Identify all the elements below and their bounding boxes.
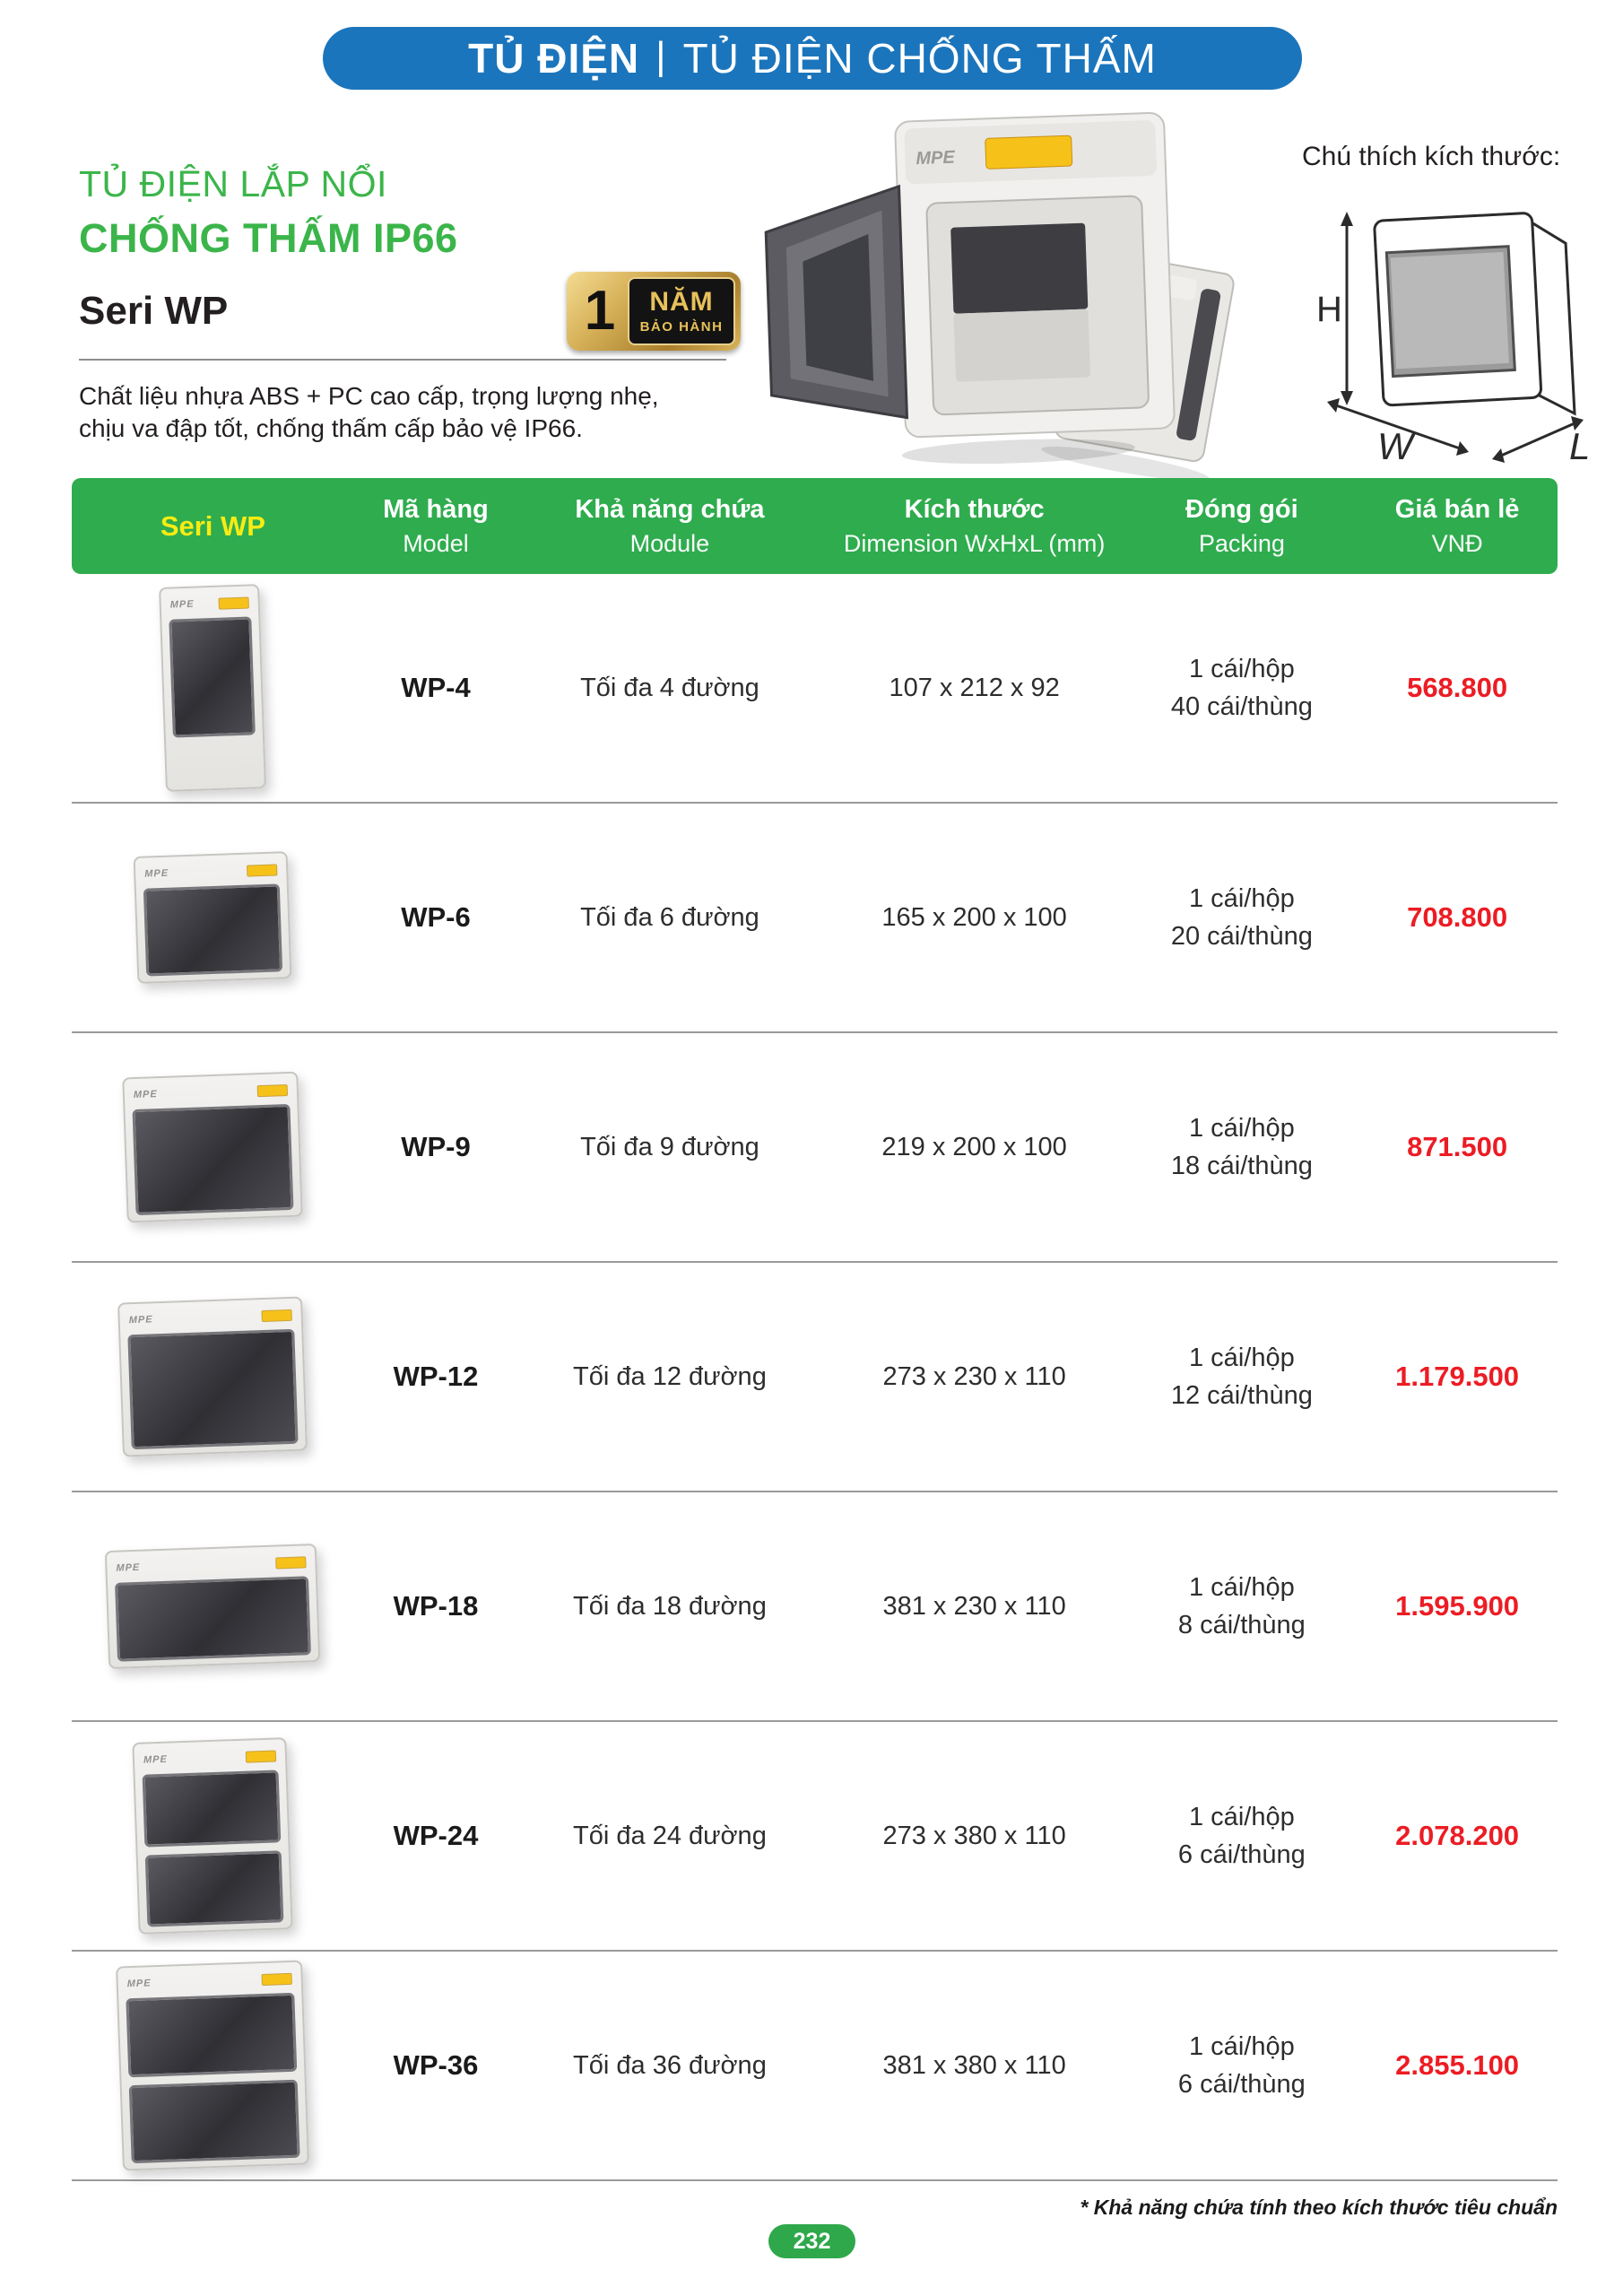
warning-sticker bbox=[262, 1309, 292, 1321]
model-cell: WP-18 bbox=[393, 1590, 479, 1622]
dimension-cell: 273 x 380 x 110 bbox=[882, 1821, 1066, 1850]
product-thumbnail bbox=[134, 851, 292, 984]
dimension-legend-title: Chú thích kích thước: bbox=[1302, 142, 1561, 171]
price-cell: 708.800 bbox=[1407, 901, 1508, 933]
brand-logo: MPE bbox=[144, 867, 169, 880]
product-thumbnail bbox=[159, 584, 266, 792]
product-title-line1: TỦ ĐIỆN LẮP NỔI bbox=[79, 163, 387, 204]
table-row bbox=[72, 804, 1558, 1033]
packing-box: 1 cái/hộp bbox=[1189, 883, 1295, 913]
dimension-cell: 165 x 200 x 100 bbox=[881, 902, 1067, 932]
module-cell: Tối đa 12 đường bbox=[573, 1361, 767, 1391]
cabinet-window bbox=[128, 1329, 299, 1449]
table-row bbox=[72, 1033, 1558, 1263]
price-cell: 871.500 bbox=[1407, 1131, 1508, 1162]
table-row bbox=[72, 574, 1558, 804]
header-divider bbox=[79, 359, 726, 361]
warning-sticker bbox=[246, 1750, 276, 1762]
packing-cell bbox=[1126, 1109, 1357, 1185]
packing-box: 1 cái/hộp bbox=[1189, 1343, 1295, 1372]
packing-box: 1 cái/hộp bbox=[1189, 1802, 1295, 1831]
packing-carton: 20 cái/thùng bbox=[1170, 922, 1313, 951]
brand-logo: MPE bbox=[134, 1089, 159, 1101]
brand-logo: MPE bbox=[126, 1978, 152, 1990]
packing-cell bbox=[1126, 650, 1357, 726]
cabinet-window bbox=[129, 2079, 300, 2163]
header-model-en: Model bbox=[403, 529, 469, 557]
packing-box: 1 cái/hộp bbox=[1189, 1113, 1295, 1143]
dimension-l-label: L bbox=[1569, 425, 1591, 466]
series-name: Seri WP bbox=[79, 289, 229, 333]
packing-carton: 18 cái/thùng bbox=[1170, 1152, 1313, 1180]
product-image-cell bbox=[72, 1740, 354, 1932]
header-price-vi: Giá bán lẻ bbox=[1394, 494, 1520, 524]
warranty-text-box bbox=[628, 277, 735, 345]
product-title-line2: CHỐNG THẤM IP66 bbox=[79, 215, 458, 261]
dimension-cell: 381 x 380 x 110 bbox=[882, 2050, 1066, 2080]
warranty-badge bbox=[567, 272, 741, 351]
price-cell: 1.595.900 bbox=[1395, 1590, 1520, 1622]
dimension-cell: 219 x 200 x 100 bbox=[881, 1132, 1067, 1161]
table-row bbox=[72, 1263, 1558, 1492]
price-cell: 2.855.100 bbox=[1395, 2049, 1520, 2081]
product-thumbnail bbox=[117, 1296, 308, 1457]
dimension-w-label: W bbox=[1377, 425, 1413, 466]
packing-cell bbox=[1126, 2028, 1357, 2103]
product-thumbnail bbox=[133, 1737, 293, 1935]
table-header-packing bbox=[1126, 495, 1357, 558]
product-image-cell bbox=[72, 1963, 354, 2168]
model-cell: WP-9 bbox=[401, 1131, 471, 1162]
cabinet-window bbox=[133, 1104, 294, 1215]
module-cell: Tối đa 18 đường bbox=[573, 1591, 767, 1621]
banner-category: TỦ ĐIỆN bbox=[468, 35, 640, 82]
product-image-cell bbox=[72, 1547, 354, 1665]
warning-sticker bbox=[257, 1084, 288, 1097]
packing-carton: 40 cái/thùng bbox=[1170, 692, 1313, 721]
module-cell: Tối đa 4 đường bbox=[580, 673, 759, 702]
cabinet-window bbox=[126, 1993, 298, 2077]
packing-cell bbox=[1126, 1798, 1357, 1874]
description-line2: chịu va đập tốt, chống thấm cấp bảo vệ IP66. bbox=[79, 413, 583, 442]
warranty-label: BẢO HÀNH bbox=[639, 318, 724, 335]
cabinet-window bbox=[169, 616, 256, 737]
packing-cell bbox=[1126, 1569, 1357, 1644]
packing-box: 1 cái/hộp bbox=[1189, 1572, 1295, 1602]
product-image-cell bbox=[72, 1300, 354, 1454]
product-description bbox=[79, 380, 659, 445]
table-header-series: Seri WP bbox=[160, 509, 265, 542]
packing-cell bbox=[1126, 1339, 1357, 1414]
category-banner bbox=[323, 27, 1302, 90]
header-dimension-vi: Kích thước bbox=[904, 494, 1045, 524]
table-row bbox=[72, 1952, 1558, 2181]
product-thumbnail bbox=[116, 1960, 309, 2170]
brand-logo: MPE bbox=[128, 1314, 154, 1326]
table-header-dimension bbox=[822, 495, 1127, 558]
page-number: 232 bbox=[768, 2224, 855, 2258]
module-cell: Tối đa 36 đường bbox=[573, 2050, 767, 2080]
packing-box: 1 cái/hộp bbox=[1189, 654, 1295, 683]
header-model-vi: Mã hàng bbox=[383, 494, 489, 524]
price-cell: 568.800 bbox=[1407, 672, 1508, 703]
warning-sticker bbox=[262, 1972, 292, 1985]
dimension-diagram bbox=[1300, 179, 1614, 466]
table-row bbox=[72, 1492, 1558, 1722]
header-dimension-en: Dimension WxHxL (mm) bbox=[843, 529, 1106, 557]
banner-subcategory: TỦ ĐIỆN CHỐNG THẤM bbox=[682, 35, 1157, 82]
packing-carton: 6 cái/thùng bbox=[1177, 1840, 1306, 1869]
product-thumbnail bbox=[105, 1544, 320, 1669]
header-module-en: Module bbox=[629, 529, 710, 557]
cabinet-window bbox=[115, 1576, 311, 1661]
dimension-h-label: H bbox=[1316, 290, 1342, 329]
brand-logo: MPE bbox=[143, 1753, 169, 1766]
brand-logo: MPE bbox=[116, 1561, 141, 1574]
dimension-cell: 273 x 230 x 110 bbox=[882, 1361, 1066, 1391]
cabinet-window bbox=[145, 1850, 284, 1927]
product-image-cell bbox=[72, 1074, 354, 1220]
product-table bbox=[72, 478, 1558, 2181]
dimension-cell: 107 x 212 x 92 bbox=[889, 673, 1060, 702]
model-cell: WP-36 bbox=[393, 2049, 479, 2081]
table-header-model bbox=[354, 495, 517, 558]
packing-box: 1 cái/hộp bbox=[1189, 2031, 1295, 2061]
cabinet-window bbox=[143, 883, 282, 976]
description-line1: Chất liệu nhựa ABS + PC cao cấp, trọng lượng nhẹ, bbox=[79, 382, 659, 410]
header-module-vi: Khả năng chứa bbox=[575, 494, 765, 524]
module-cell: Tối đa 24 đường bbox=[573, 1821, 767, 1850]
table-footnote: * Khả năng chứa tính theo kích thước tiêu chuẩn bbox=[1080, 2196, 1558, 2219]
model-cell: WP-6 bbox=[401, 901, 471, 933]
packing-cell bbox=[1126, 880, 1357, 955]
product-image-cell bbox=[72, 854, 354, 981]
model-cell: WP-12 bbox=[393, 1361, 479, 1392]
packing-carton: 12 cái/thùng bbox=[1170, 1381, 1313, 1410]
brand-logo: MPE bbox=[169, 598, 195, 611]
model-cell: WP-4 bbox=[401, 672, 471, 703]
module-cell: Tối đa 6 đường bbox=[580, 902, 759, 932]
table-row bbox=[72, 1722, 1558, 1952]
price-cell: 2.078.200 bbox=[1395, 1820, 1520, 1851]
table-header bbox=[72, 478, 1558, 574]
banner-separator: | bbox=[655, 34, 667, 78]
table-header-module bbox=[517, 495, 822, 558]
cabinet-window bbox=[143, 1770, 282, 1847]
header-packing-en: Packing bbox=[1198, 529, 1285, 557]
warranty-number: 1 bbox=[584, 280, 616, 342]
packing-carton: 8 cái/thùng bbox=[1177, 1611, 1306, 1639]
price-cell: 1.179.500 bbox=[1395, 1361, 1520, 1392]
brand-logo: MPE bbox=[916, 147, 956, 170]
product-thumbnail bbox=[123, 1072, 304, 1223]
header-packing-vi: Đóng gói bbox=[1185, 494, 1298, 524]
hero-product-image bbox=[735, 108, 1291, 484]
dimension-cell: 381 x 230 x 110 bbox=[882, 1591, 1066, 1621]
module-cell: Tối đa 9 đường bbox=[580, 1132, 759, 1161]
warranty-unit: NĂM bbox=[649, 286, 714, 317]
header-price-en: VNĐ bbox=[1431, 529, 1483, 557]
product-image-cell bbox=[72, 586, 354, 790]
warning-sticker bbox=[276, 1556, 307, 1569]
packing-carton: 6 cái/thùng bbox=[1177, 2070, 1306, 2099]
warning-sticker bbox=[247, 864, 277, 876]
table-header-price bbox=[1357, 495, 1558, 558]
model-cell: WP-24 bbox=[393, 1820, 479, 1851]
warning-sticker bbox=[219, 596, 249, 609]
